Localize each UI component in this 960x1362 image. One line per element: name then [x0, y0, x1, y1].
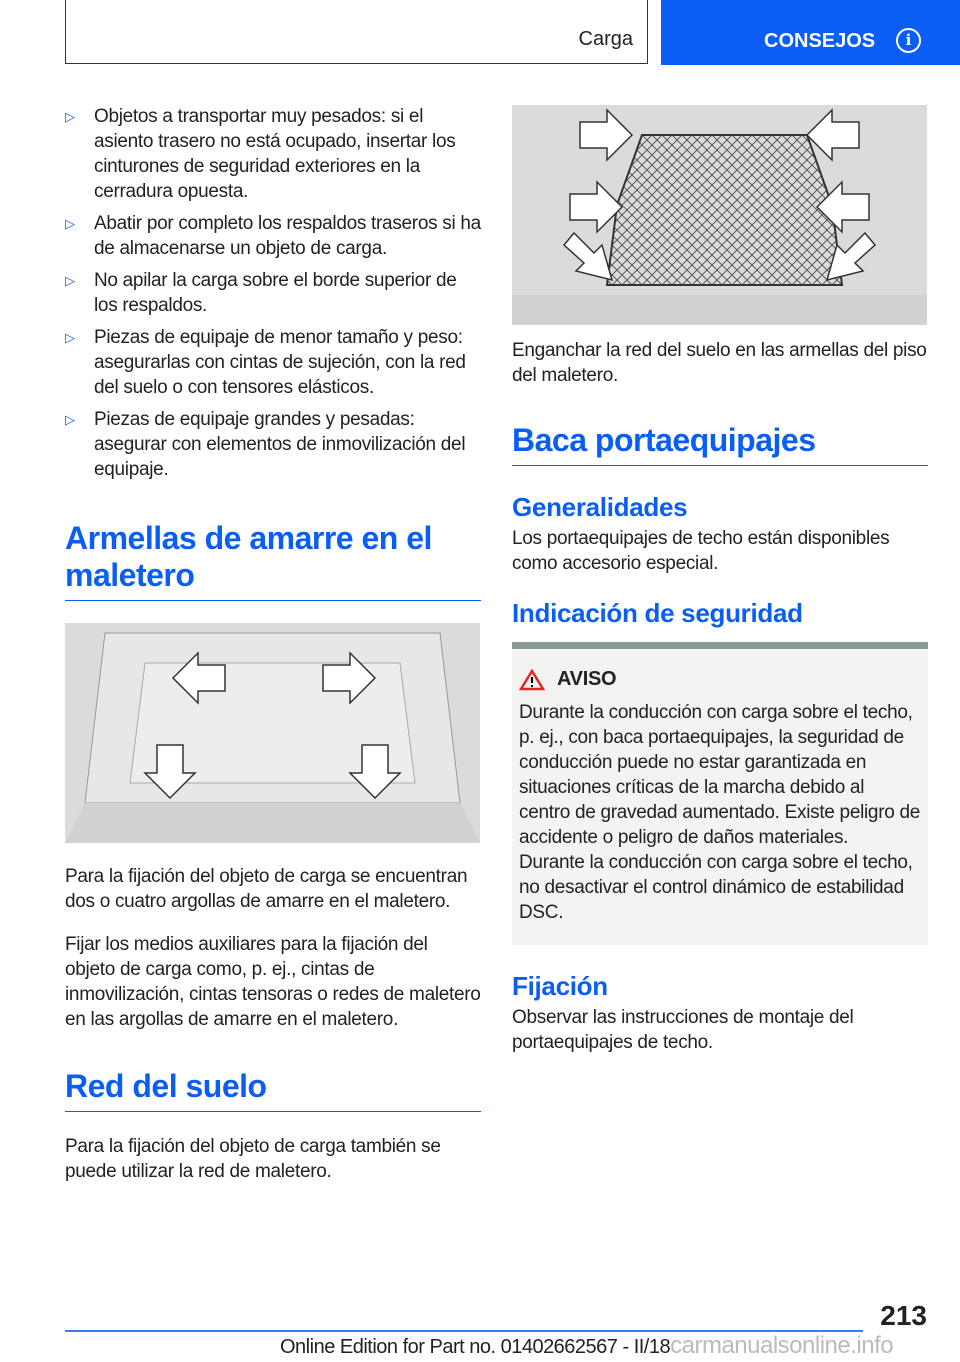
heading-armellas: Armellas de amarre en el maletero — [65, 520, 481, 601]
header-section-box — [65, 0, 648, 64]
bullet-text: No apilar la carga sobre el borde superior de los respaldos. — [94, 270, 457, 316]
bullet-text: Piezas de equipaje de menor tamaño y peso: asegurarlas con cintas de sujeción, con la red del suelo o con tensores elásticos. — [94, 327, 466, 398]
edition-text: Online Edition for Part no. 01402662567 - II/18 — [280, 1336, 671, 1358]
section-title: Carga — [578, 28, 633, 50]
paragraph: Observar las instrucciones de montaje del portaequipajes de techo. — [512, 1007, 854, 1053]
heading-seguridad: Indicación de seguridad — [512, 598, 803, 628]
bullet-text: Abatir por completo los respaldos traseros si ha de almacenarse un objeto de carga. — [94, 213, 481, 259]
image-caption: Enganchar la red del suelo en las armellas del piso del maletero. — [512, 340, 927, 386]
triangle-bullet-icon: ▷ — [65, 216, 75, 231]
heading-generalidades: Generalidades — [512, 492, 688, 522]
warning-triangle-icon — [519, 669, 545, 691]
page-number: 213 — [880, 1300, 927, 1331]
info-icon: i — [896, 28, 921, 53]
triangle-bullet-icon: ▷ — [65, 109, 75, 124]
trunk-tie-down-image — [65, 623, 480, 843]
triangle-bullet-icon: ▷ — [65, 330, 75, 345]
list-item — [65, 211, 481, 261]
warning-title: AVISO — [557, 668, 617, 690]
heading-baca: Baca portaequipajes — [512, 422, 928, 466]
tab-label: CONSEJOS — [764, 30, 876, 52]
triangle-bullet-icon: ▷ — [65, 412, 75, 427]
bullet-text: Piezas de equipaje grandes y pesadas: asegurar con elementos de inmovilización del equipaje. — [94, 409, 466, 480]
right-column — [512, 338, 928, 1073]
header-tab-consejos[interactable] — [661, 0, 960, 65]
warning-text: Durante la conducción con carga sobre el techo, no desactivar el control dinámico de estabilidad DSC. — [519, 852, 913, 923]
warning-text: Durante la conducción con carga sobre el techo, p. ej., con baca portaequipajes, la seguridad de conducción puede no estar garantizada en situaciones críticas de la marcha debido al centro de gravedad aumentado. Existe peligro de accidente o peligro de daños materiales. — [519, 702, 921, 848]
warning-box — [512, 642, 928, 945]
triangle-bullet-icon: ▷ — [65, 273, 75, 288]
heading-fijacion: Fijación — [512, 971, 608, 1001]
floor-net-image — [512, 105, 927, 325]
list-item — [65, 325, 481, 400]
paragraph: Para la fijación del objeto de carga se encuentran dos o cuatro argollas de amarre en el maletero. — [65, 866, 468, 912]
watermark: carmanualsonline.info — [670, 1332, 894, 1359]
bullet-text: Objetos a transportar muy pesados: si el asiento trasero no está ocupado, insertar los cinturones de seguridad exteriores en la cerradura opuesta. — [94, 106, 456, 202]
paragraph: Fijar los medios auxiliares para la fijación del objeto de carga como, p. ej., cintas de inmovilización, cintas tensoras o redes de maletero en las argollas de amarre en el maletero. — [65, 934, 481, 1030]
paragraph: Los portaequipajes de techo están disponibles como accesorio especial. — [512, 528, 890, 574]
list-item — [65, 104, 481, 204]
heading-red-suelo: Red del suelo — [65, 1068, 481, 1112]
list-item — [65, 407, 481, 482]
paragraph: Para la fijación del objeto de carga también se puede utilizar la red de maletero. — [65, 1136, 441, 1182]
list-item — [65, 268, 481, 318]
footer-edition — [280, 1332, 893, 1360]
